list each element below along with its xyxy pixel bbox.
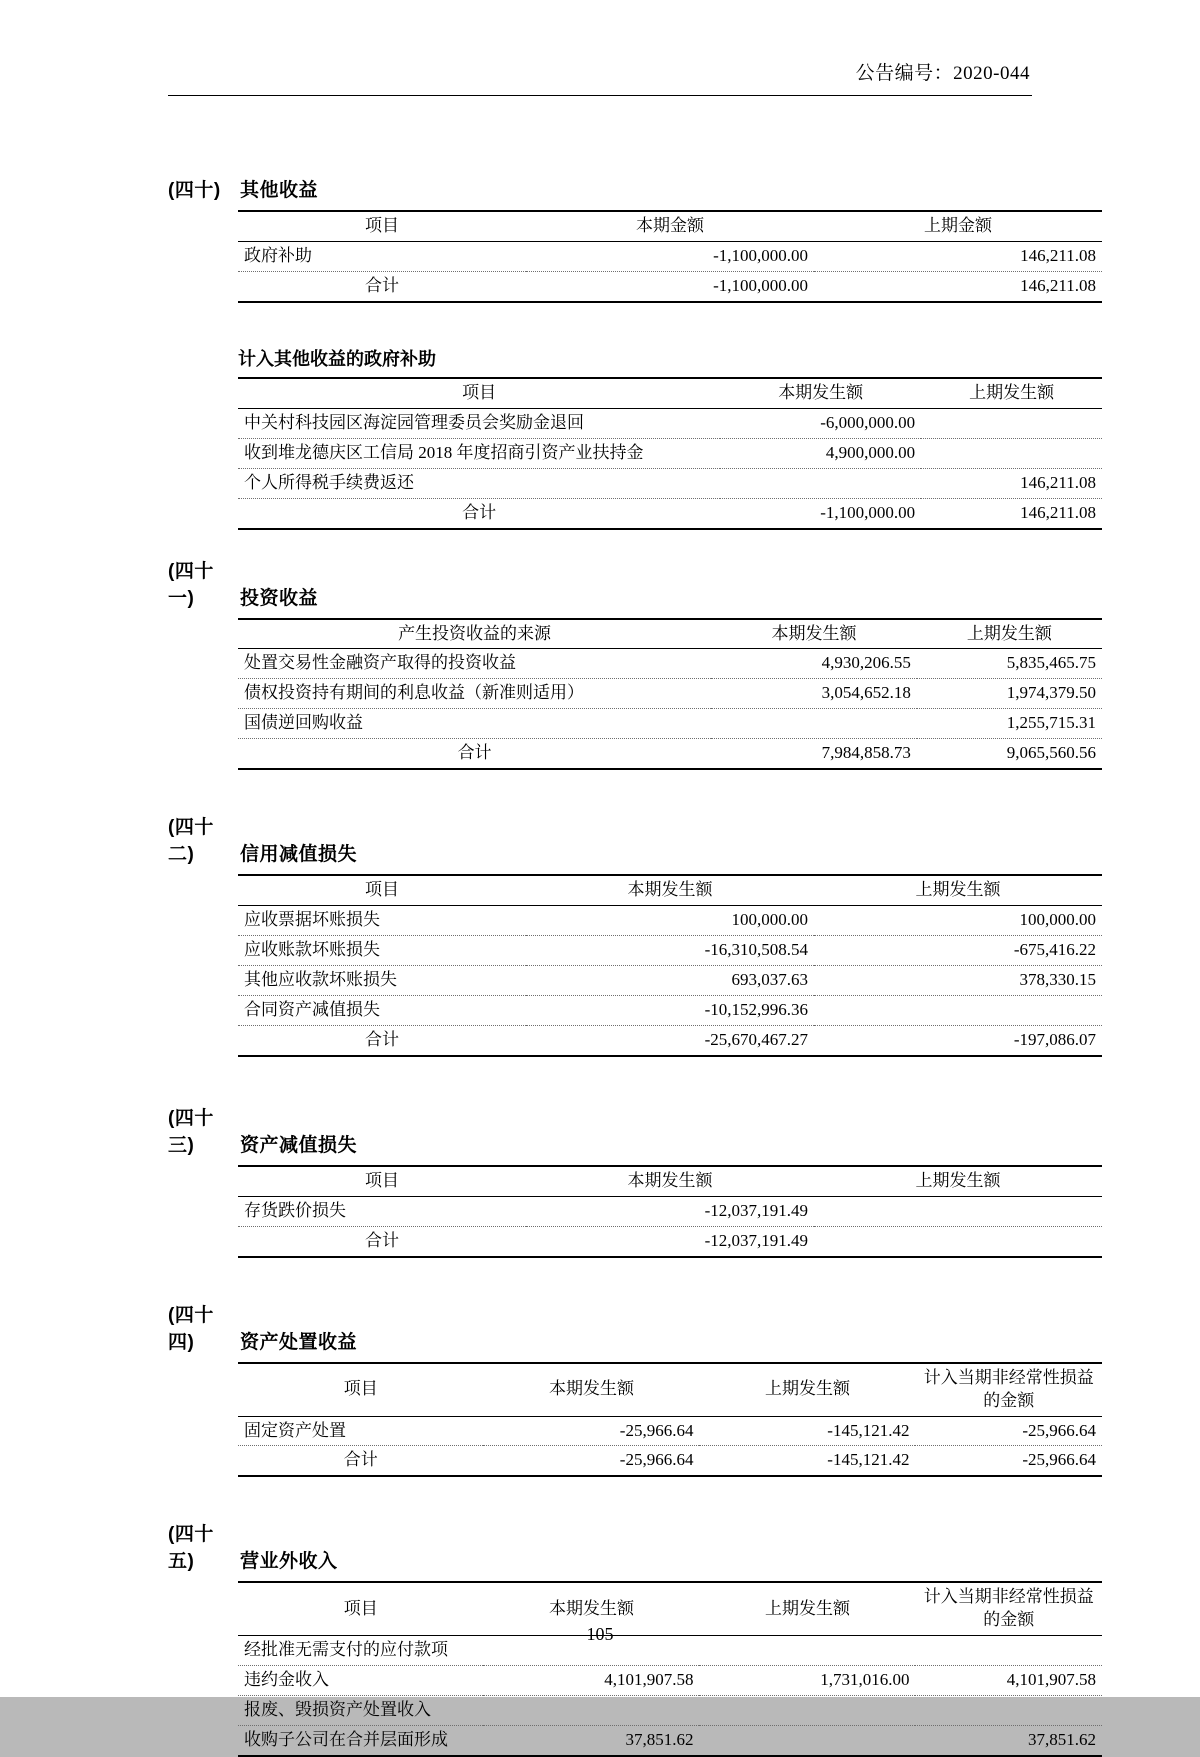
column-header: 上期发生额	[917, 619, 1102, 649]
table-cell: -25,966.64	[915, 1416, 1102, 1446]
table-cell: -10,152,996.36	[526, 995, 814, 1025]
section-number: (四十)	[168, 180, 221, 201]
column-header: 上期发生额	[699, 1582, 915, 1635]
column-header: 本期发生额	[483, 1582, 699, 1635]
section-number: (四十五)	[168, 1524, 214, 1573]
table-cell: 经批准无需支付的应付款项	[238, 1636, 483, 1666]
column-header: 上期发生额	[814, 1166, 1102, 1196]
table-cell	[921, 438, 1102, 468]
data-table	[238, 1165, 1102, 1258]
table-row	[238, 468, 1102, 498]
document-body	[168, 175, 1096, 1757]
data-table	[238, 1362, 1102, 1478]
column-header: 上期发生额	[921, 378, 1102, 408]
table-header-row	[238, 211, 1102, 241]
section	[168, 556, 1096, 771]
table-cell	[814, 995, 1102, 1025]
table-row	[238, 906, 1102, 936]
table-cell: 7,984,858.73	[711, 739, 917, 769]
column-header: 本期发生额	[711, 619, 917, 649]
table-cell: 4,900,000.00	[720, 438, 921, 468]
table-cell: -25,670,467.27	[526, 1025, 814, 1055]
section-title	[168, 1300, 1032, 1354]
table-row	[238, 739, 1102, 769]
table-cell: 合同资产减值损失	[238, 995, 526, 1025]
table-row	[238, 1726, 1102, 1756]
table-cell: -16,310,508.54	[526, 936, 814, 966]
section	[168, 1103, 1032, 1258]
section	[168, 812, 1096, 1057]
table-row	[238, 709, 1102, 739]
column-header: 项目	[238, 211, 526, 241]
table-cell: 存货跌价损失	[238, 1196, 526, 1226]
table-cell	[814, 1226, 1102, 1256]
table-row	[238, 1446, 1102, 1476]
table-cell: 固定资产处置	[238, 1416, 483, 1446]
table-row	[238, 498, 1102, 528]
table-cell	[483, 1696, 699, 1726]
column-header: 上期金额	[814, 211, 1102, 241]
table-header-row	[238, 875, 1102, 905]
data-table	[238, 210, 1102, 303]
table-row	[238, 271, 1102, 301]
table-cell: 应收票据坏账损失	[238, 906, 526, 936]
table-cell: 债权投资持有期间的利息收益（新准则适用）	[238, 679, 711, 709]
section-number: (四十三)	[168, 1107, 214, 1156]
table-cell: 4,101,907.58	[915, 1666, 1102, 1696]
data-table	[238, 1581, 1102, 1757]
table-row	[238, 408, 1102, 438]
table-cell: -197,086.07	[814, 1025, 1102, 1055]
column-header: 计入当期非经常性损益的金额	[915, 1363, 1102, 1416]
table-subtitle: 计入其他收益的政府补助	[238, 348, 436, 369]
section	[168, 175, 1096, 530]
table-row	[238, 679, 1102, 709]
table-cell: -675,416.22	[814, 936, 1102, 966]
table-row	[238, 936, 1102, 966]
table-cell: 收到堆龙德庆区工信局 2018 年度招商引资产业扶持金	[238, 438, 720, 468]
table-cell: 合计	[238, 1226, 526, 1256]
table-row	[238, 1416, 1102, 1446]
section-title	[168, 556, 1032, 610]
table-row	[238, 438, 1102, 468]
table-cell	[699, 1726, 915, 1756]
table-cell: 4,930,206.55	[711, 649, 917, 679]
column-header: 上期发生额	[814, 875, 1102, 905]
table-cell: -12,037,191.49	[526, 1226, 814, 1256]
table-cell: -145,121.42	[699, 1446, 915, 1476]
table-cell: -6,000,000.00	[720, 408, 921, 438]
table-row	[238, 1226, 1102, 1256]
section	[168, 1300, 1096, 1478]
table-cell	[814, 1196, 1102, 1226]
table-cell: 378,330.15	[814, 966, 1102, 996]
table-cell	[915, 1696, 1102, 1726]
table-cell: 100,000.00	[526, 906, 814, 936]
table-cell: -1,100,000.00	[526, 271, 814, 301]
table-header-row	[238, 378, 1102, 408]
section-title	[168, 175, 1032, 202]
column-header: 项目	[238, 1582, 483, 1635]
table-cell: 146,211.08	[814, 271, 1102, 301]
section-heading-text: 投资收益	[240, 587, 319, 609]
table-cell: -25,966.64	[483, 1416, 699, 1446]
table-cell: 报废、毁损资产处置收入	[238, 1696, 483, 1726]
table-cell: 违约金收入	[238, 1666, 483, 1696]
section-title	[168, 812, 1032, 866]
table-cell: 中关村科技园区海淀园管理委员会奖励金退回	[238, 408, 720, 438]
table-row	[238, 1025, 1102, 1055]
table-cell: 合计	[238, 271, 526, 301]
column-header: 本期发生额	[526, 1166, 814, 1196]
table-cell: 收购子公司在合并层面形成	[238, 1726, 483, 1756]
table-cell: 146,211.08	[814, 241, 1102, 271]
table-cell: 3,054,652.18	[711, 679, 917, 709]
table-row	[238, 995, 1102, 1025]
column-header: 项目	[238, 1166, 526, 1196]
section-heading-text: 其他收益	[240, 180, 319, 201]
table-header-row	[238, 619, 1102, 649]
table-row	[238, 241, 1102, 271]
table-row	[238, 1696, 1102, 1726]
table-cell: 1,255,715.31	[917, 709, 1102, 739]
table-cell: 处置交易性金融资产取得的投资收益	[238, 649, 711, 679]
column-header: 项目	[238, 378, 720, 408]
table-cell: 9,065,560.56	[917, 739, 1102, 769]
table-cell: 4,101,907.58	[483, 1666, 699, 1696]
table-cell: 693,037.63	[526, 966, 814, 996]
table-header-row	[238, 1363, 1102, 1416]
table-cell: 国债逆回购收益	[238, 709, 711, 739]
column-header: 计入当期非经常性损益的金额	[915, 1582, 1102, 1635]
table-cell	[921, 408, 1102, 438]
table-cell	[720, 468, 921, 498]
column-header: 项目	[238, 875, 526, 905]
column-header: 本期发生额	[483, 1363, 699, 1416]
page-number: 105	[586, 1624, 614, 1644]
section-title	[168, 1519, 1032, 1573]
table-cell: -25,966.64	[915, 1446, 1102, 1476]
column-header: 产生投资收益的来源	[238, 619, 711, 649]
table-cell: 1,731,016.00	[699, 1666, 915, 1696]
section-heading-text: 资产减值损失	[240, 1134, 358, 1156]
section-heading-text: 资产处置收益	[240, 1331, 358, 1353]
column-header: 上期发生额	[699, 1363, 915, 1416]
table-cell: -12,037,191.49	[526, 1196, 814, 1226]
table-cell: -1,100,000.00	[720, 498, 921, 528]
section-title	[168, 1103, 1032, 1157]
table-cell: 5,835,465.75	[917, 649, 1102, 679]
column-header: 本期发生额	[720, 378, 921, 408]
table-row	[238, 1666, 1102, 1696]
table-cell: 146,211.08	[921, 498, 1102, 528]
page-header-notice: 公告编号：2020-044	[855, 63, 1030, 84]
table-cell: 政府补助	[238, 241, 526, 271]
section-heading-text: 营业外收入	[240, 1551, 338, 1573]
table-cell: 100,000.00	[814, 906, 1102, 936]
table-cell: 37,851.62	[483, 1726, 699, 1756]
column-header: 项目	[238, 1363, 483, 1416]
column-header: 本期发生额	[526, 875, 814, 905]
table-row	[238, 649, 1102, 679]
table-cell: 应收账款坏账损失	[238, 936, 526, 966]
section-number: (四十四)	[168, 1304, 214, 1353]
table-cell	[699, 1696, 915, 1726]
table-header-row	[238, 1166, 1102, 1196]
table-row	[238, 1196, 1102, 1226]
table-cell: 146,211.08	[921, 468, 1102, 498]
data-table	[238, 377, 1102, 530]
table-cell: 其他应收款坏账损失	[238, 966, 526, 996]
table-cell: 合计	[238, 739, 711, 769]
header-divider	[168, 95, 1032, 96]
column-header: 本期金额	[526, 211, 814, 241]
table-cell: 合计	[238, 1446, 483, 1476]
section-number: (四十一)	[168, 560, 214, 609]
table-cell: 合计	[238, 498, 720, 528]
section-number: (四十二)	[168, 817, 214, 866]
table-cell: 1,974,379.50	[917, 679, 1102, 709]
table-cell: -145,121.42	[699, 1416, 915, 1446]
table-cell	[711, 709, 917, 739]
data-table	[238, 874, 1102, 1057]
section-heading-text: 信用减值损失	[240, 844, 358, 866]
table-cell: -25,966.64	[483, 1446, 699, 1476]
table-cell: 个人所得税手续费返还	[238, 468, 720, 498]
table-cell: 37,851.62	[915, 1726, 1102, 1756]
table-cell: -1,100,000.00	[526, 241, 814, 271]
data-table	[238, 618, 1102, 771]
table-row	[238, 966, 1102, 996]
table-cell: 合计	[238, 1025, 526, 1055]
